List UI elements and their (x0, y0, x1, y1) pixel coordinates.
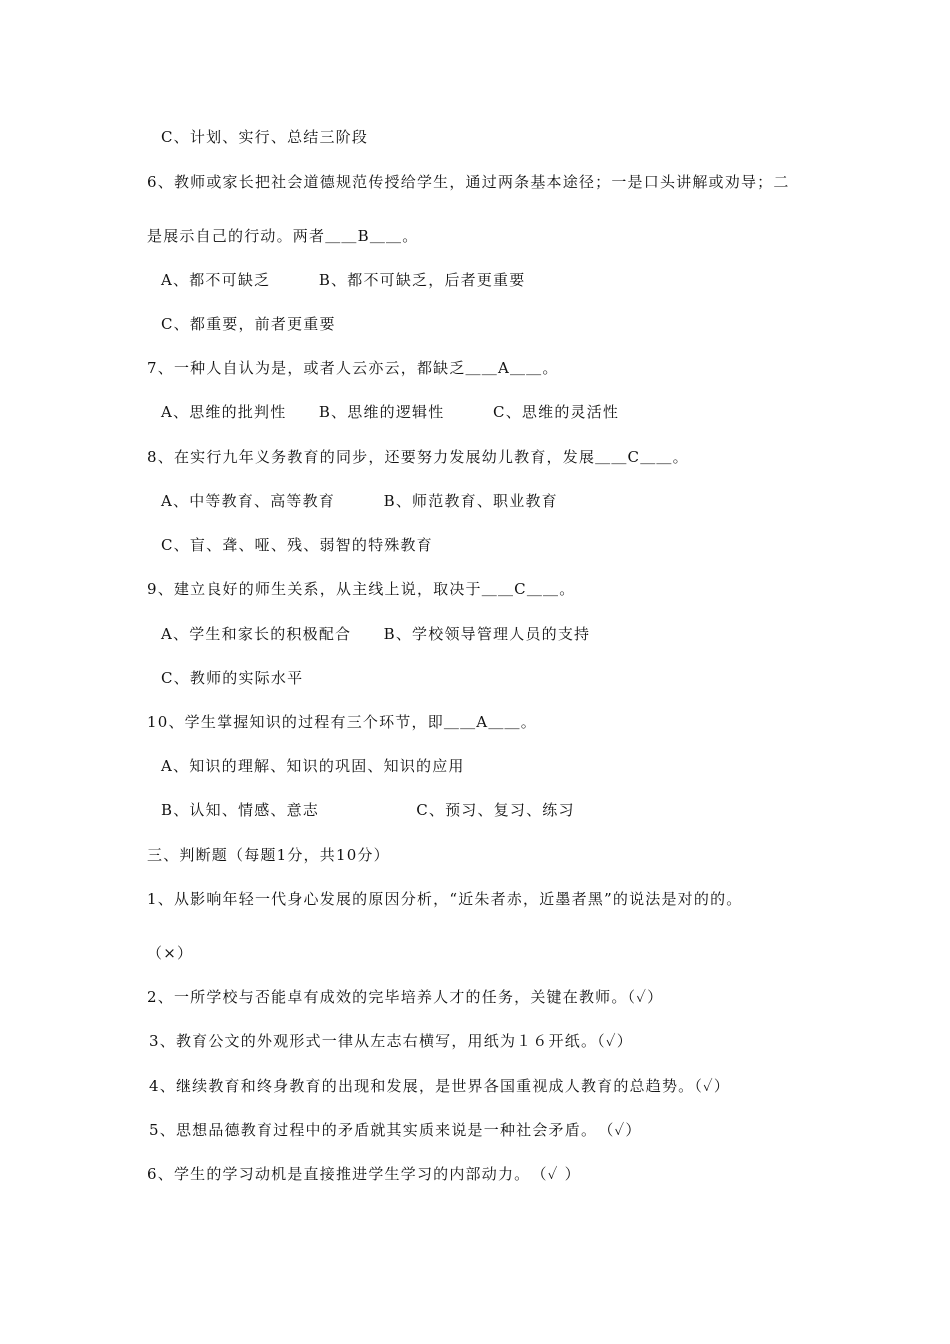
question-10-option-a: A、知识的理解、知识的巩固、知识的应用 (161, 757, 465, 775)
question-8-options-ab: A、中等教育、高等教育 B、师范教育、职业教育 (161, 492, 558, 510)
question-9: 9、建立良好的师生关系，从主线上说，取决于＿＿C＿＿。 (147, 580, 576, 598)
judgement-1-answer: （×） (147, 944, 194, 962)
question-9-option-c: C、教师的实际水平 (161, 669, 304, 687)
question-7: 7、一种人自认为是，或者人云亦云，都缺乏＿＿A＿＿。 (147, 359, 559, 377)
judgement-2: 2、一所学校与否能卓有成效的完毕培养人才的任务，关键在教师。（✓） (147, 988, 664, 1006)
question-6-options-ab: A、都不可缺乏 B、都不可缺乏，后者更重要 (161, 271, 526, 289)
question-10: 10、学生掌握知识的过程有三个环节，即＿＿A＿＿。 (147, 713, 537, 731)
judgement-3: 3、教育公文的外观形式一律从左志右横写，用纸为１６开纸。（✓） (149, 1032, 633, 1050)
question-10-options-bc: B、认知、情感、意志 C、预习、复习、练习 (161, 801, 575, 819)
section-3-heading: 三、判断题（每题1分，共10分） (147, 846, 390, 864)
question-6-line-2: 是展示自己的行动。两者＿＿B＿＿。 (147, 227, 419, 245)
question-6-line-1: 6、教师或家长把社会道德规范传授给学生，通过两条基本途径；一是口头讲解或劝导；二 (147, 173, 790, 191)
question-9-options-ab: A、学生和家长的积极配合 B、学校领导管理人员的支持 (161, 625, 591, 643)
question-6-option-c: C、都重要，前者更重要 (161, 315, 336, 333)
judgement-6: 6、学生的学习动机是直接推进学生学习的内部动力。 （✓ ） (147, 1165, 581, 1183)
judgement-1: 1、从影响年轻一代身心发展的原因分析，“近朱者赤，近墨者黑”的说法是对的的。 (147, 890, 743, 908)
judgement-4: 4、继续教育和终身教育的出现和发展，是世界各国重视成人教育的总趋势。（✓） (149, 1077, 731, 1095)
question-8: 8、在实行九年义务教育的同步，还要努力发展幼儿教育，发展＿＿C＿＿。 (147, 448, 689, 466)
question-7-options: A、思维的批判性 B、思维的逻辑性 C、思维的灵活性 (161, 403, 620, 421)
option-c-plan-stages: C、计划、实行、总结三阶段 (161, 128, 369, 146)
question-8-option-c: C、盲、聋、哑、残、弱智的特殊教育 (161, 536, 433, 554)
judgement-5: 5、思想品德教育过程中的矛盾就其实质来说是一种社会矛盾。 （✓） (149, 1121, 642, 1139)
